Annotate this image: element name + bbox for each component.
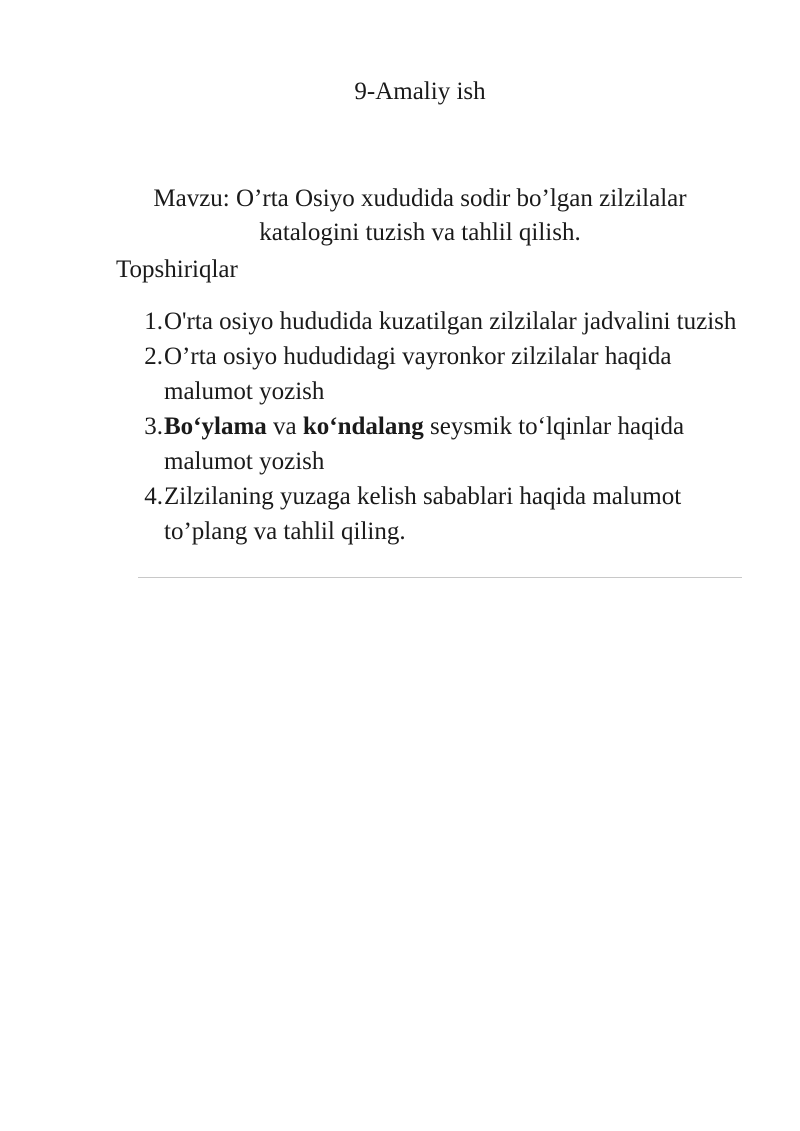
- task-number: 1.: [144, 308, 163, 335]
- task-number: 4.: [144, 483, 163, 510]
- tasks-heading: Topshiriqlar: [116, 256, 238, 283]
- task-text: [163, 409, 750, 479]
- document-title: 9-Amaliy ish: [354, 78, 486, 105]
- task-text-connector: va: [266, 413, 303, 440]
- task-number: 3.: [144, 413, 163, 440]
- task-item-1: [130, 304, 750, 339]
- task-text: O’rta osiyo hududidagi vayronkor zilzilalar haqida malumot yozish: [164, 343, 672, 405]
- task-text-rest: seysmik to‘lqinlar haqida malumot yozish: [164, 413, 685, 475]
- task-item-2: [130, 339, 750, 409]
- topic-line-1: Mavzu: O’rta Osiyo xududida sodir bo’lgan zilzilalar: [153, 185, 687, 212]
- task-number: 2.: [144, 343, 163, 370]
- task-item-3: [130, 409, 750, 479]
- topic-line-2: katalogini tuzish va tahlil qilish.: [259, 219, 581, 246]
- topic-paragraph: [100, 182, 740, 250]
- task-text: Zilzilaning yuzaga kelish sabablari haqida malumot to’plang va tahlil qiling.: [164, 483, 682, 545]
- task-item-4: [130, 479, 750, 549]
- task-text: O'rta osiyo hududida kuzatilgan zilzilalar jadvalini tuzish: [164, 308, 737, 335]
- task-list: [130, 304, 750, 549]
- bold-term-transverse: ko‘ndalang: [302, 413, 424, 440]
- bold-term-longitudinal: Bo‘ylama: [164, 413, 267, 440]
- divider-line: [138, 577, 742, 578]
